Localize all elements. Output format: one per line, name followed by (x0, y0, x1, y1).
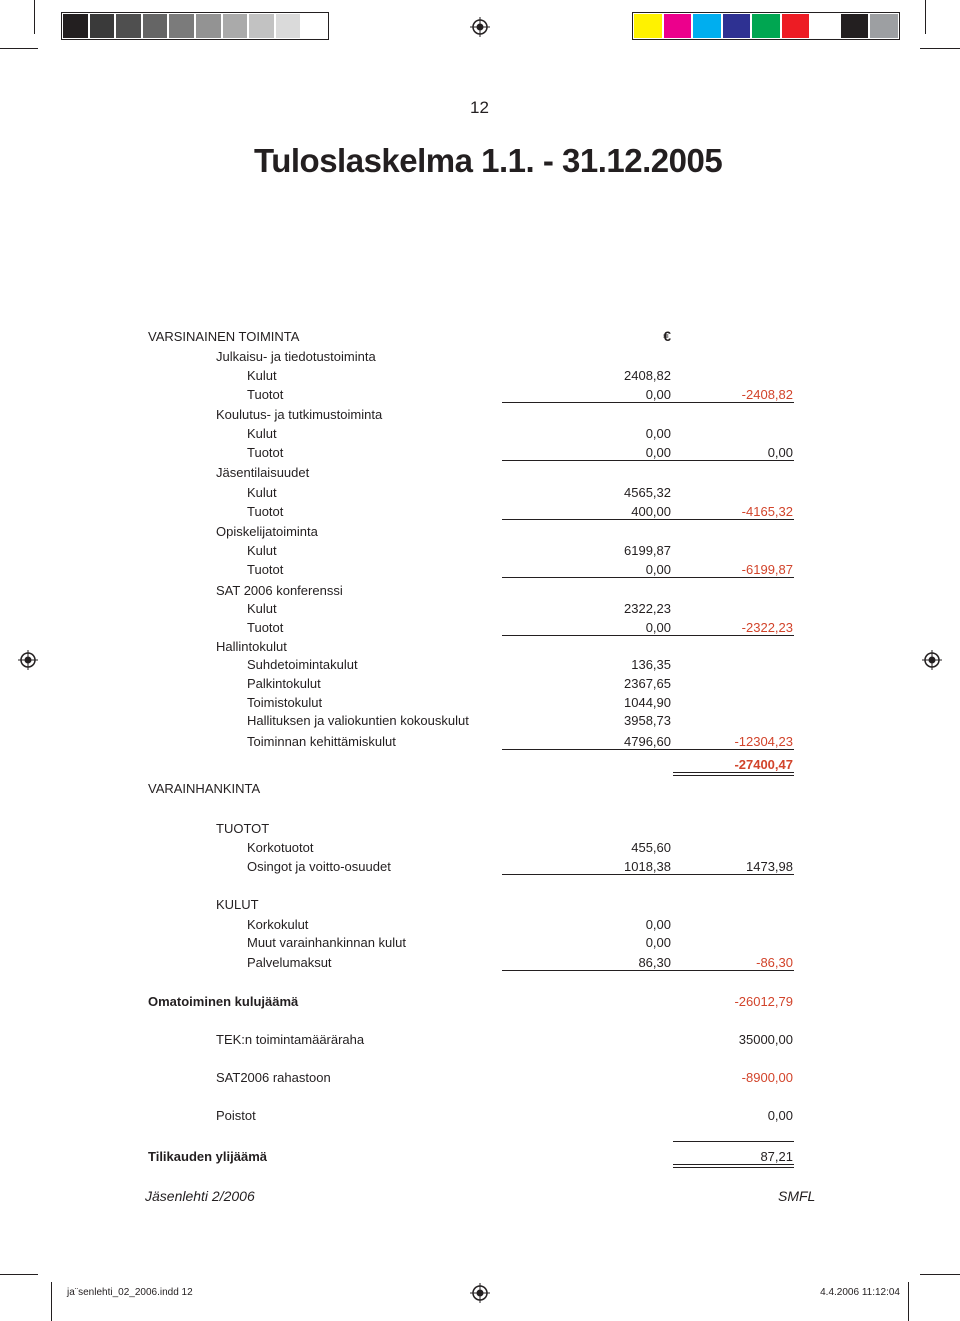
color-swatch (752, 14, 780, 38)
group-heading: Hallintokulut (216, 639, 287, 654)
registration-mark-icon (470, 17, 490, 37)
color-swatch (90, 14, 115, 38)
row-net: 0,00 (767, 445, 793, 460)
color-swatch (223, 14, 248, 38)
row-label: Hallituksen ja valiokuntien kokouskulut (247, 713, 469, 728)
page-number: 12 (470, 98, 489, 117)
slug-timestamp: 4.4.2006 11:12:04 (820, 1287, 900, 1298)
row-net: -6199,87 (741, 562, 793, 577)
total-label: Tilikauden ylijäämä (148, 1149, 267, 1164)
row-value: 3958,73 (624, 713, 671, 728)
row-value: 400,00 (631, 504, 671, 519)
color-swatch (302, 14, 327, 38)
footer-organization: SMFL (778, 1188, 816, 1204)
group-heading: KULUT (216, 897, 259, 912)
row-label: Toimistokulut (247, 695, 323, 710)
color-swatch (116, 14, 141, 38)
row-net: -8900,00 (741, 1070, 793, 1085)
footer-publication: Jäsenlehti 2/2006 (145, 1188, 255, 1204)
slug-filename: ja¨senlehti_02_2006.indd 12 (67, 1287, 193, 1298)
row-label: Korkokulut (247, 917, 309, 932)
color-swatch (664, 14, 692, 38)
divider (502, 402, 794, 403)
row-value: 2367,65 (624, 676, 671, 691)
color-swatch (693, 14, 721, 38)
total-label: Omatoiminen kulujäämä (148, 994, 299, 1009)
double-underline (673, 1164, 794, 1165)
row-net: -2322,23 (741, 620, 793, 635)
row-value: 0,00 (645, 620, 671, 635)
row-value: 6199,87 (624, 543, 671, 558)
row-value: 0,00 (645, 445, 671, 460)
group-heading: TUOTOT (216, 821, 270, 836)
row-label: Tuotot (247, 620, 284, 635)
double-underline (673, 775, 794, 776)
registration-mark-icon (922, 650, 942, 670)
row-value: 86,30 (638, 955, 671, 970)
divider (502, 635, 794, 636)
row-label: Poistot (216, 1108, 256, 1123)
row-net: 35000,00 (738, 1032, 793, 1047)
row-net: -4165,32 (741, 504, 793, 519)
row-value: 2408,82 (624, 368, 671, 383)
row-label: Korkotuotot (247, 840, 314, 855)
color-swatch (723, 14, 751, 38)
divider (673, 1141, 794, 1142)
registration-mark-icon (470, 1283, 490, 1303)
row-label: TEK:n toimintamääräraha (216, 1032, 365, 1047)
group-heading: Julkaisu- ja tiedotustoiminta (216, 349, 376, 364)
row-net: 0,00 (767, 1108, 793, 1123)
color-swatch (169, 14, 194, 38)
row-label: Kulut (247, 426, 277, 441)
row-label: Kulut (247, 543, 277, 558)
double-underline (673, 1167, 794, 1168)
section-heading: VARAINHANKINTA (148, 781, 261, 796)
row-label: Kulut (247, 368, 277, 383)
row-label: Tuotot (247, 445, 284, 460)
total-value: -26012,79 (734, 994, 793, 1009)
color-swatch (249, 14, 274, 38)
row-net: -12304,23 (734, 734, 793, 749)
divider (502, 749, 794, 750)
row-net: -2408,82 (741, 387, 793, 402)
total-value: 87,21 (760, 1149, 793, 1164)
row-label: Tuotot (247, 504, 284, 519)
double-underline (673, 772, 794, 773)
divider (502, 519, 794, 520)
cmyk-color-bar (632, 12, 900, 40)
row-value: 0,00 (645, 426, 671, 441)
row-value: 2322,23 (624, 601, 671, 616)
gray-color-bar (61, 12, 329, 40)
section-heading: VARSINAINEN TOIMINTA (148, 329, 300, 344)
row-value: 455,60 (631, 840, 671, 855)
section-total: -27400,47 (734, 757, 793, 772)
currency-symbol: € (663, 328, 671, 344)
row-label: Suhdetoimintakulut (247, 657, 358, 672)
group-heading: Koulutus- ja tutkimustoiminta (216, 407, 383, 422)
row-label: Tuotot (247, 387, 284, 402)
divider (502, 874, 794, 875)
row-value: 0,00 (645, 917, 671, 932)
group-heading: SAT 2006 konferenssi (216, 583, 343, 598)
row-label: Muut varainhankinnan kulut (247, 935, 406, 950)
row-value: 1018,38 (624, 859, 671, 874)
registration-mark-icon (18, 650, 38, 670)
row-label: Kulut (247, 485, 277, 500)
divider (502, 577, 794, 578)
color-swatch (811, 14, 839, 38)
group-heading: Jäsentilaisuudet (216, 465, 310, 480)
row-label: Kulut (247, 601, 277, 616)
divider (502, 970, 794, 971)
row-label: Palkintokulut (247, 676, 321, 691)
row-label: Toiminnan kehittämiskulut (247, 734, 396, 749)
color-swatch (634, 14, 662, 38)
row-net: 1473,98 (746, 859, 793, 874)
row-value: 4565,32 (624, 485, 671, 500)
color-swatch (782, 14, 810, 38)
row-label: Osingot ja voitto-osuudet (247, 859, 391, 874)
color-swatch (143, 14, 168, 38)
color-swatch (276, 14, 301, 38)
row-label: Palvelumaksut (247, 955, 332, 970)
row-value: 1044,90 (624, 695, 671, 710)
row-label: Tuotot (247, 562, 284, 577)
row-value: 0,00 (645, 387, 671, 402)
row-value: 0,00 (645, 562, 671, 577)
color-swatch (841, 14, 869, 38)
color-swatch (196, 14, 221, 38)
color-swatch (63, 14, 88, 38)
page-title: Tuloslaskelma 1.1. - 31.12.2005 (254, 142, 723, 179)
row-net: -86,30 (756, 955, 793, 970)
row-value: 0,00 (645, 935, 671, 950)
group-heading: Opiskelijatoiminta (216, 524, 318, 539)
row-value: 4796,60 (624, 734, 671, 749)
divider (502, 460, 794, 461)
color-swatch (870, 14, 898, 38)
row-value: 136,35 (631, 657, 671, 672)
row-label: SAT2006 rahastoon (216, 1070, 331, 1085)
